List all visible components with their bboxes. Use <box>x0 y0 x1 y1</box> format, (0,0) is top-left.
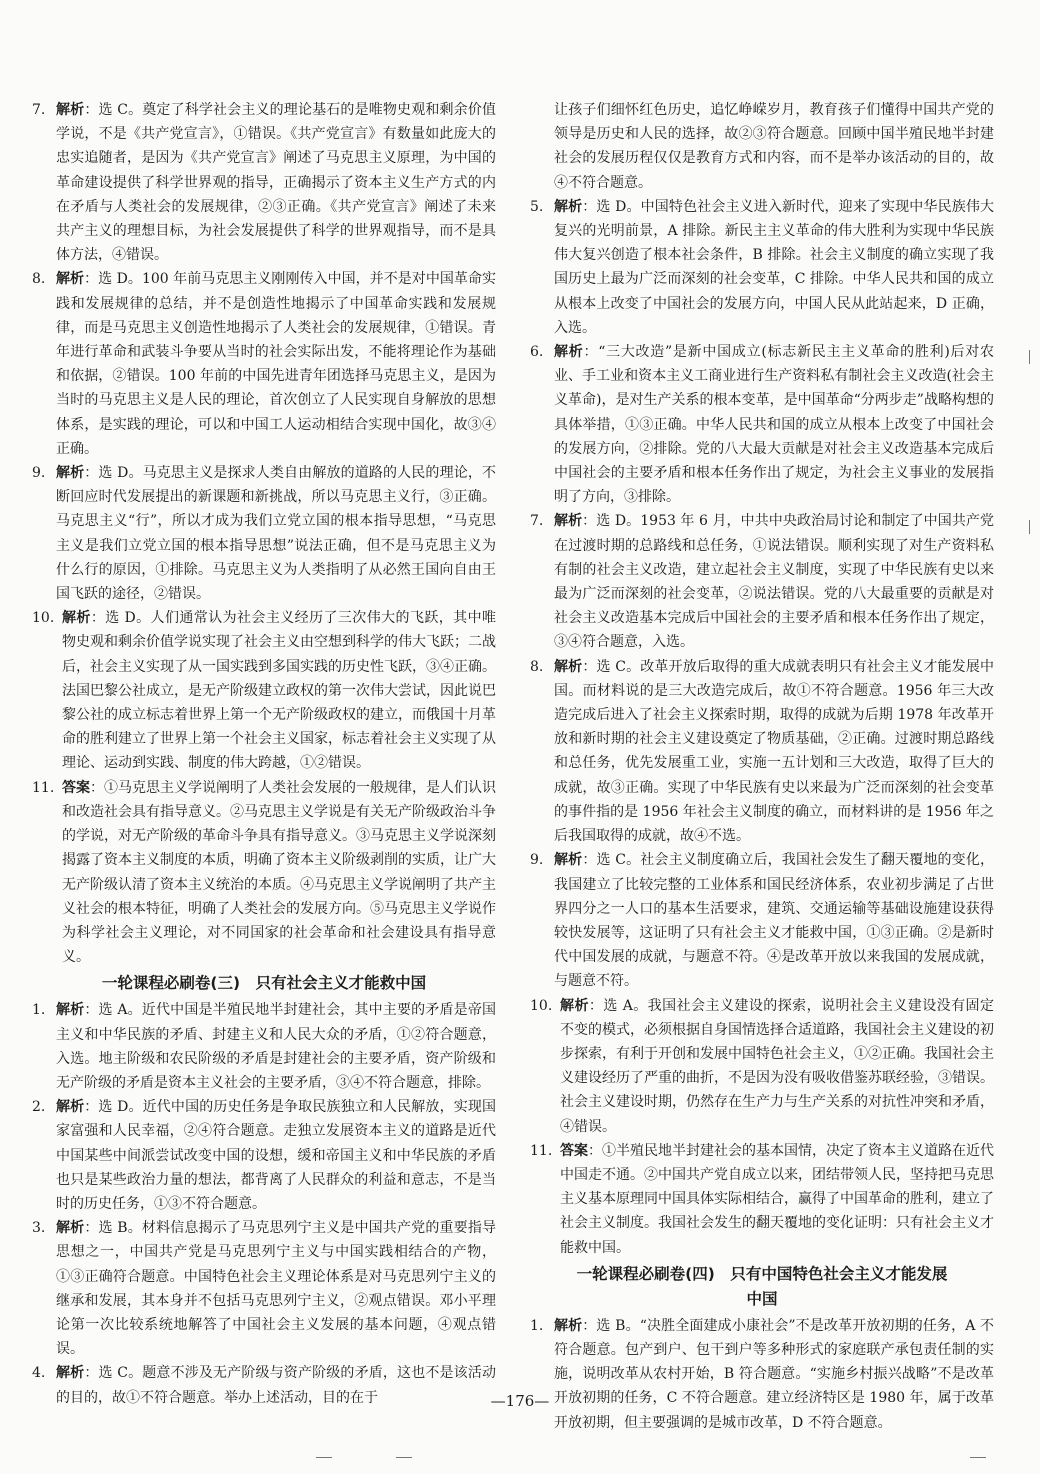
right-items-2 <box>530 1314 994 1435</box>
margin-mark <box>970 1457 986 1458</box>
left-items-2 <box>32 998 496 1409</box>
item-text: ：选 D。人们通常认为社会主义经历了三次伟大的飞跃，其中唯物史观和剩余价值学说实现了社会主义由空想到科学的伟大飞跃；二战后，社会主义实现了从一国实践到多国实践的历史性飞跃，③④正确。法国巴黎公社成立，是无产阶级建立政权的第一次伟大尝试，因此说巴黎公社的成立标志着世界上第一个无产阶级政权的建立，而俄国十月革命的胜利建立了世界上第一个社会主义国家，标志着社会主义实现了从理论、运动到实践、制度的伟大跨越，①②错误。 <box>62 610 496 772</box>
item-number: 7. <box>32 102 46 118</box>
answer-item <box>530 340 994 509</box>
answer-item <box>530 1314 994 1435</box>
answer-item <box>32 267 496 461</box>
item-tag: 解析 <box>554 852 583 869</box>
item-text: ：选 A。我国社会主义建设的探索，说明社会主义建设没有固定不变的模式，必须根据自身国情选择合适道路，我国社会主义建设的初步探索，有利于开创和发展中国特色社会主义，①②正确。我国社会主义建设经历了严重的曲折，不是因为没有吸收借鉴苏联经验，③错误。社会主义建设时期，仍然存在生产力与生产关系的对抗性冲突和矛盾，④错误。 <box>560 997 995 1135</box>
item-text: ：选 D。近代中国的历史任务是争取民族独立和人民解放，实现国家富强和人民幸福，②④符合题意。走独立发展资本主义的道路是近代中国某些中间派尝试改变中国的设想，缓和帝国主义和中华民族的矛盾也只是某些政治力量的想法，都背离了人民群众的利益和意志，不是当时的历史任务，①③不符合题意。 <box>56 1099 496 1212</box>
section-title-line: 中国 <box>746 1289 778 1308</box>
item-number: 5. <box>530 198 544 215</box>
margin-mark <box>1029 520 1030 534</box>
section-title: 一轮课程必刷卷(三) 只有社会主义才能救中国 <box>101 974 427 993</box>
item-tag: 解析 <box>56 1002 85 1019</box>
item-number: 9. <box>32 465 46 482</box>
margin-mark <box>396 1457 412 1458</box>
item-number: 7. <box>530 513 544 530</box>
item-text: ：选 A。近代中国是半殖民地半封建社会，其中主要的矛盾是帝国主义和中华民族的矛盾、封建主义和人民大众的矛盾，①②符合题意，入选。地主阶级和农民阶级的矛盾是封建社会的主要矛盾，资产阶级和无产阶级的矛盾是资本主义社会的主要矛盾，③④不符合题意，排除。 <box>56 1002 497 1091</box>
item-text: ：①半殖民地半封建社会的基本国情，决定了资本主义道路在近代中国走不通。②中国共产党自成立以来，团结带领人民，坚持把马克思主义基本原理同中国具体实际相结合，赢得了中国革命的胜利，建立了社会主义制度。我国社会发生的翻天覆地的变化证明：只有社会主义才能救中国。 <box>560 1142 994 1256</box>
item-tag: 解析 <box>554 658 583 675</box>
item-text: ：选 B。“决胜全面建成小康社会”不是改革开放初期的任务，A 不符合题意。包产到户、包干到户等多种形式的家庭联产承包责任制的实施，说明改革从农村开始，B 符合题意。“实施乡村振兴战略”不是改革开放初期的任务，C 不符合题意。建立经济特区是 1980 年，属于改革开放初期，但主要强调的是城市改革，D 不符合题意。 <box>554 1317 994 1431</box>
item-tag: 解析 <box>56 1099 85 1116</box>
section-title <box>530 1262 994 1312</box>
item-text: ：选 B。材料信息揭示了马克思列宁主义是中国共产党的重要指导思想之一，中国共产党是马克思列宁主义与中国实践相结合的产物，①③正确符合题意。中国特色社会主义理论体系是对马克思列宁主义的继承和发展，其本身并不包括马克思列宁主义，②观点错误。邓小平理论第一次比较系统地解答了中国社会主义发展的基本问题，④观点错误。 <box>56 1220 496 1358</box>
item-number: 10. <box>32 610 55 627</box>
left-column <box>32 98 496 1410</box>
page-number: —176— <box>490 1392 550 1410</box>
item-tag: 解析 <box>560 997 589 1014</box>
item-tag: 解析 <box>554 1317 583 1334</box>
margin-mark <box>1029 350 1030 364</box>
item-number: 11. <box>530 1142 553 1159</box>
item-tag: 解析 <box>56 1220 85 1237</box>
item-text: ：选 C。改革开放后取得的重大成就表明只有社会主义才能发展中国。而材料说的是三大改造完成后，故①不符合题意。1956 年三大改造完成后进入了社会主义探索时期，取得的成就为后期 1978 年改革开放和新时期的社会主义建设奠定了物质基础，②正确。过渡时期总路线和总任务，优先发展重工业，实施一五计划和三大改造，取得了巨大的成就，故③正确。实现了中华民族有史以来最为广泛而深刻的社会变革的事件指的是 1956 年社会主义制度的确立，而材料讲的是 1956 年之后我国取得的成就，故④不选。 <box>554 658 994 845</box>
answer-item <box>32 998 496 1095</box>
item-number: 1. <box>530 1317 544 1334</box>
item-text: ：选 D。100 年前马克思主义刚刚传入中国，并不是对中国革命实践和发展规律的总结，并不是创造性地揭示了中国革命实践和发展规律，而是马克思主义创造性地揭示了人类社会的发展规律，①错误。青年进行革命和武装斗争要从当时的社会实际出发，不能将理论作为基础和依据，②错误。100 年前的中国先进青年团选择马克思主义，是因为当时的马克思主义是人民的理论，首次创立了人民实现自身解放的思想体系，是实践的理论，可以和中国工人运动相结合实现中国化，故③④正确。 <box>56 271 496 457</box>
item-number: 10. <box>530 997 553 1014</box>
item-tag: 答案 <box>62 779 90 796</box>
item-number: 8. <box>32 271 46 288</box>
answer-item <box>32 776 496 970</box>
item-text: ：选 D。马克思主义是探求人类自由解放的道路的人民的理论，不断回应时代发展提出的新课题和新挑战，所以马克思主义行，③正确。马克思主义“行”，所以才成为我们立党立国的根本指导思想，“马克思主义是我们立党立国的根本指导思想”说法正确，但不是马克思主义为什么行的原因，①排除。马克思主义为人类指明了从必然王国向自由王国飞跃的途径，②错误。 <box>56 465 496 603</box>
item-number: 3. <box>32 1220 46 1237</box>
item-text: ：选 C。奠定了科学社会主义的理论基石的是唯物史观和剩余价值学说，不是《共产党宣言》，①错误。《共产党宣言》有数量如此庞大的忠实追随者，是因为《共产党宣言》阐述了马克思主义原理，为中国的革命建设提供了科学世界观的指导，正确揭示了资本主义生产方式的内在矛盾与人类社会的发展规律，②③正确。《共产党宣言》阐述了未来共产主义的理想目标，为社会发展提供了科学的世界观指导，而不是具体方法，④错误。 <box>56 102 496 264</box>
answer-item <box>530 848 994 993</box>
item-number: 1. <box>32 1002 46 1019</box>
item-text: ：选 C。题意不涉及无产阶级与资产阶级的矛盾，这也不是该活动的目的，故①不符合题意。举办上述活动，目的在于 <box>56 1365 496 1406</box>
item-number: 8. <box>530 658 544 675</box>
answer-item <box>530 195 994 340</box>
item-number: 4. <box>32 1365 46 1382</box>
item-text: ：选 D。中国特色社会主义进入新时代，迎来了实现中华民族伟大复兴的光明前景，A 排除。新民主主义革命的伟大胜利为实现中华民族伟大复兴创造了根本社会条件，B 排除。社会主义制度的确立实现了我国历史上最为广泛而深刻的社会变革，C 排除。中华人民共和国的成立从根本上改变了中国社会的发展方向，中国人民从此站起来，D 正确，入选。 <box>554 198 994 336</box>
item-tag: 解析 <box>554 344 584 361</box>
answer-item <box>32 98 496 267</box>
item-text: ：选 D。1953 年 6 月，中共中央政治局讨论和制定了中国共产党在过渡时期的总路线和总任务，①说法错误。顺利实现了对生产资料私有制的社会主义改造，建立起社会主义制度，实现了中华民族有史以来最为广泛而深刻的社会变革，②说法错误。党的八大最重要的贡献是对社会主义改造基本完成后中国社会的主要矛盾和根本任务作出了规定，③④符合题意，入选。 <box>554 513 995 651</box>
item-tag: 解析 <box>56 271 85 288</box>
answer-item <box>530 655 994 849</box>
answer-item <box>530 994 994 1139</box>
item-tag: 答案 <box>560 1142 588 1159</box>
item-number: 6. <box>530 344 544 361</box>
left-items <box>32 98 496 969</box>
item-number: 9. <box>530 852 544 869</box>
item-tag: 解析 <box>554 198 583 215</box>
item-text: ：①马克思主义学说阐明了人类社会发展的一般规律，是人们认识和改造社会具有指导意义。②马克思主义学说是有关无产阶级政治斗争的学说，对无产阶级的革命斗争具有指导意义。③马克思主义学说深刻揭露了资本主义制度的本质，明确了资本主义阶级剥削的实质，让广大无产阶级认清了资本主义统治的本质。④马克思主义学说阐明了共产主义社会的根本特征，明确了人类社会的发展方向。⑤马克思主义学说作为科学社会主义理论，对不同国家的社会革命和社会建设具有指导意义。 <box>62 779 496 966</box>
item-tag: 解析 <box>56 465 85 482</box>
right-items <box>530 195 994 1260</box>
continuation-text: 让孩子们细怀红色历史，追忆峥嵘岁月，教育孩子们懂得中国共产党的领导是历史和人民的选择，故②③符合题意。回顾中国半殖民地半封建社会的发展历程仅仅是教育方式和内容，而不是举办该活动的目的，故④不符合题意。 <box>554 102 994 191</box>
answer-item <box>32 1216 496 1361</box>
answer-item <box>530 1139 994 1260</box>
answer-item <box>32 1095 496 1216</box>
answer-item <box>32 606 496 775</box>
item-number: 2. <box>32 1099 46 1116</box>
item-tag: 解析 <box>56 1365 85 1382</box>
item-tag: 解析 <box>554 513 583 530</box>
item-tag: 解析 <box>56 102 85 118</box>
item-tag: 解析 <box>62 610 91 627</box>
item-text: ：选 C。社会主义制度确立后，我国社会发生了翻天覆地的变化，我国建立了比较完整的工业体系和国民经济体系，农业初步满足了占世界四分之一人口的基本生活要求，建筑、交通运输等基础设施建设获得较快发展等，这证明了只有社会主义才能救中国，①③正确。②是新时代中国发展的成就，与题意不符。④是改革开放以来我国的发展成就，与题意不符。 <box>554 852 994 990</box>
answer-item <box>32 461 496 606</box>
section-title-line: 一轮课程必刷卷(四) 只有中国特色社会主义才能发展 <box>576 1264 948 1283</box>
right-column <box>530 98 994 1435</box>
answer-item <box>530 509 994 654</box>
item-number: 11. <box>32 779 55 796</box>
item-text: ：“三大改造”是新中国成立(标志新民主主义革命的胜利)后对农业、手工业和资本主义工商业进行生产资料私有制社会主义改造(社会主义革命)，是对生产关系的根本变革，是中国革命“分两步走”战略构想的具体举措，①③正确。中华人民共和国的成立从根本上改变了中国社会的发展方向，②排除。党的八大最大贡献是对社会主义改造基本完成后中国社会的主要矛盾和根本任务作出了规定，为社会主义事业的发展指明了方向，③排除。 <box>554 344 994 506</box>
margin-mark <box>316 1457 332 1458</box>
